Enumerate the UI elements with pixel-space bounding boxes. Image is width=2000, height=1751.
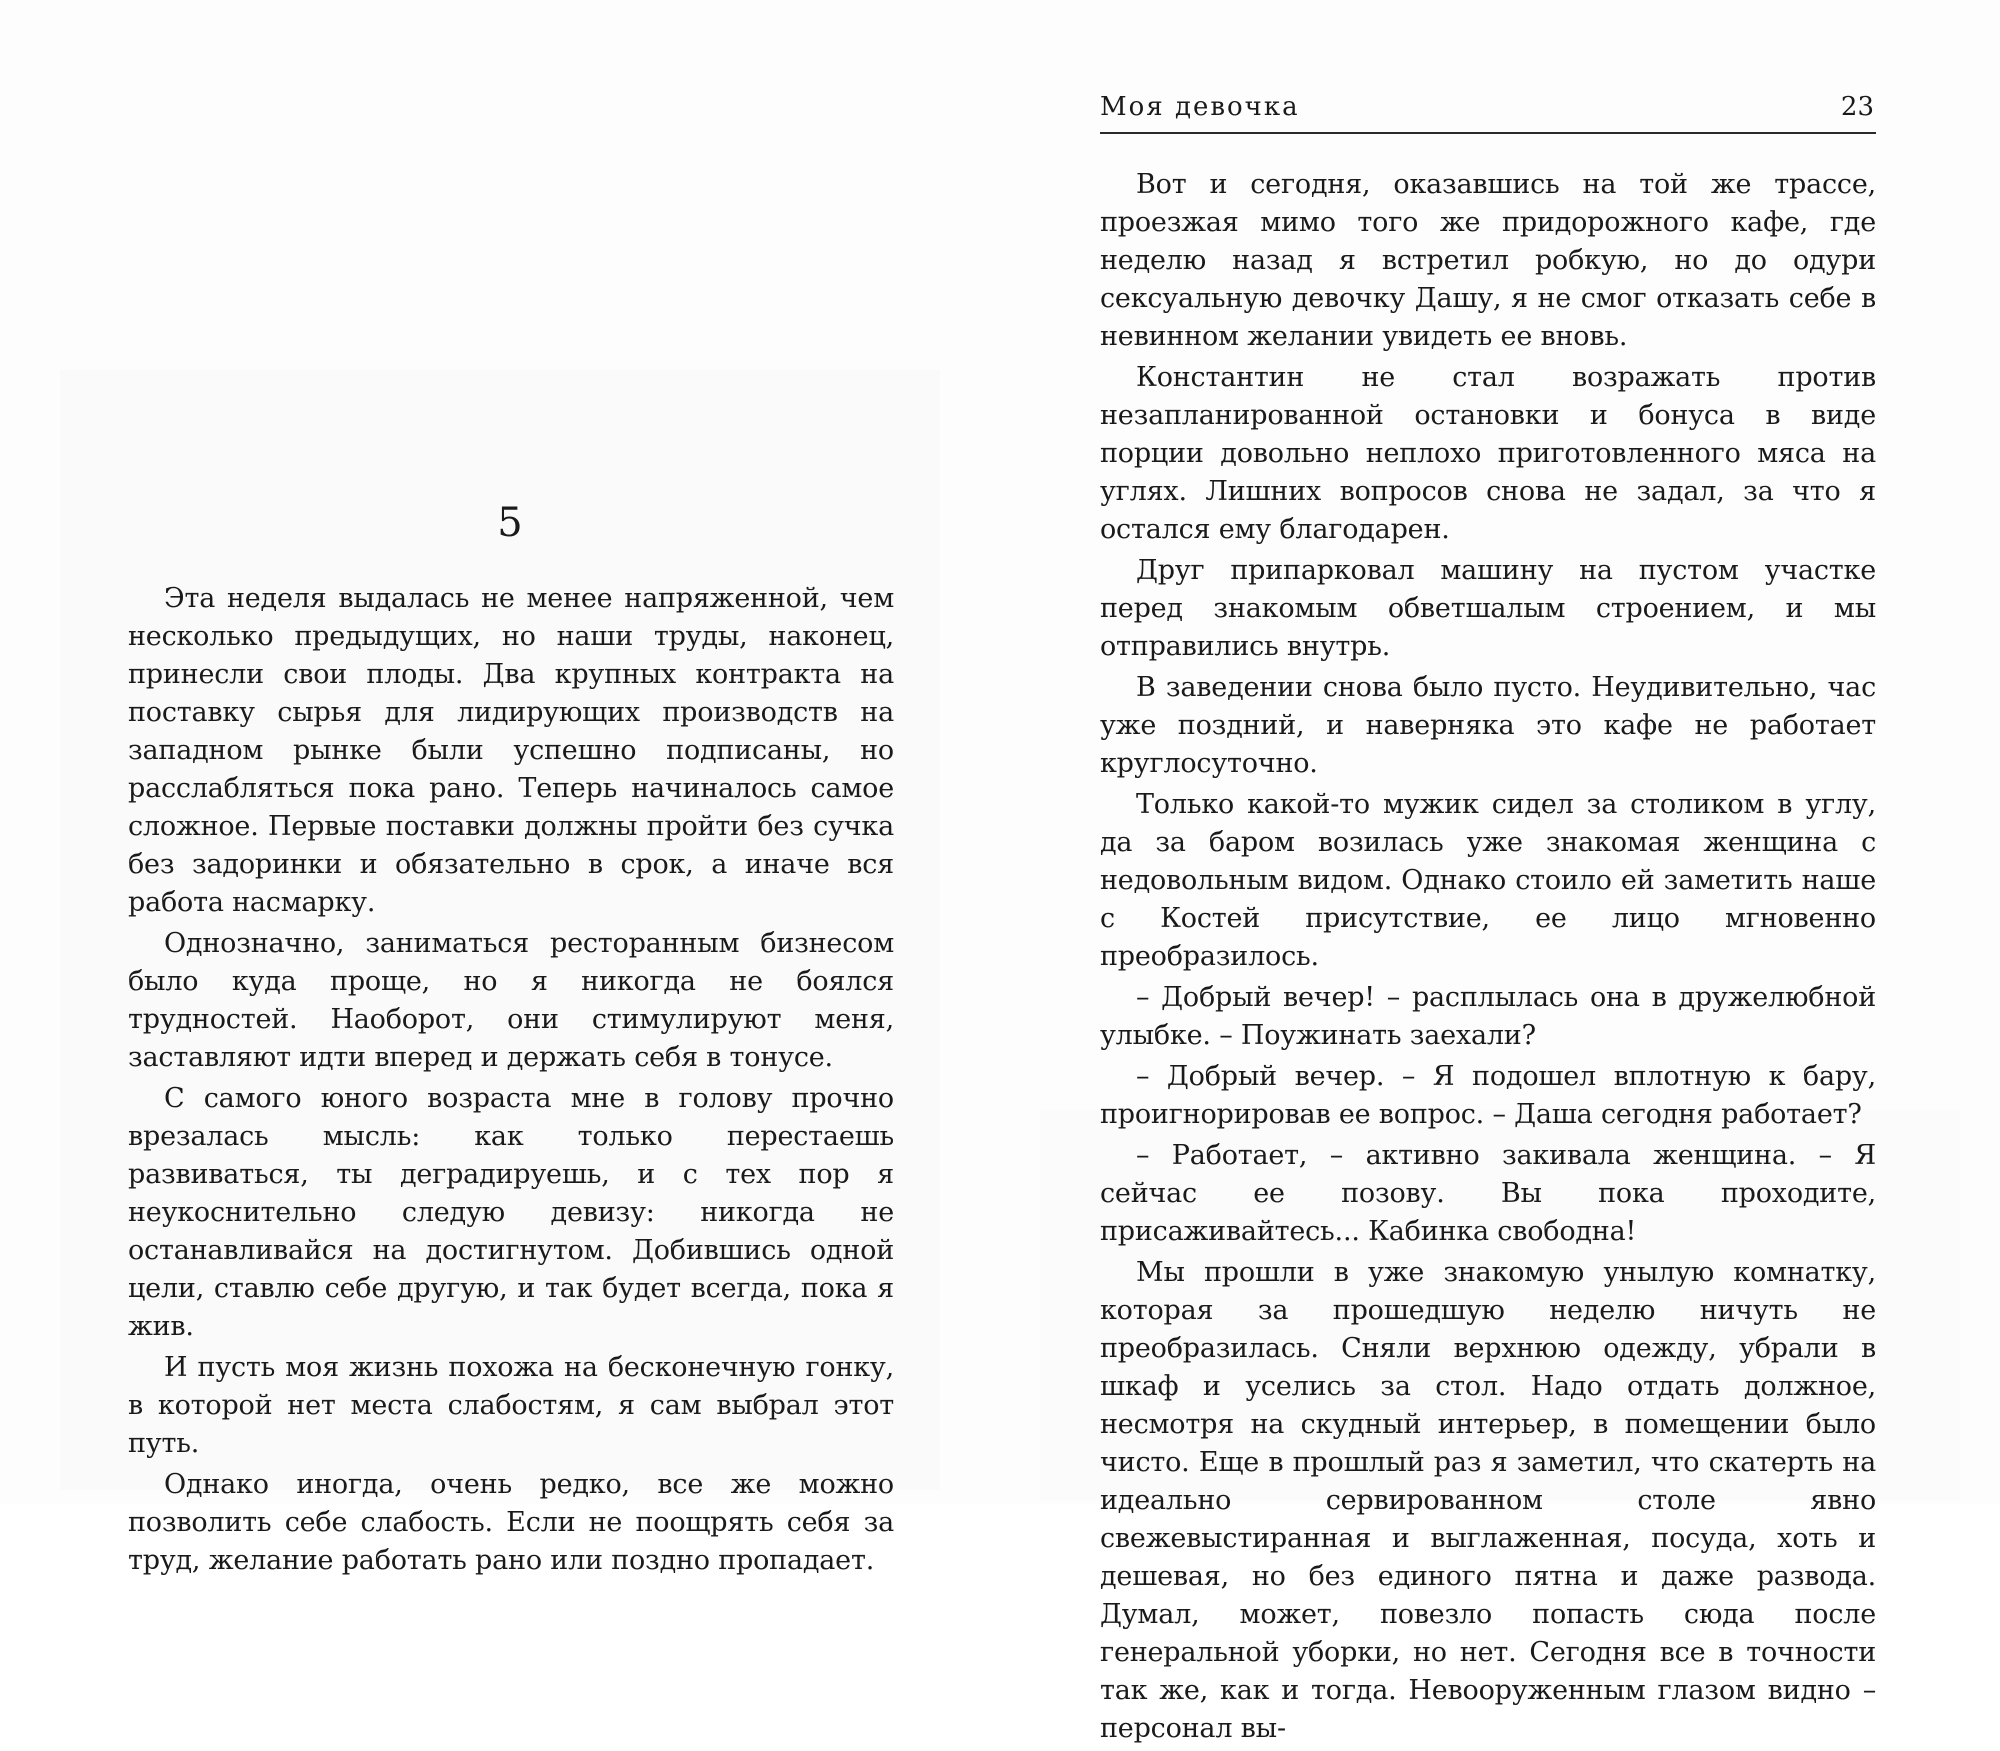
dialogue-line: – Работает, – активно закивала женщина. – Я сейчас ее позову. Вы пока проходите, присаживайтесь... Кабинка свободна! xyxy=(1100,1140,1876,1247)
paragraph: С самого юного возраста мне в голову прочно врезалась мысль: как только перестаешь развиваться, ты деградируешь, и с тех пор я неукоснительно следую девизу: никогда не останавливайся на достигнутом. Добившись одной цели, ставлю себе другую, и так будет всегда, пока я жив. xyxy=(128,1083,894,1342)
paragraph: Вот и сегодня, оказавшись на той же трассе, проезжая мимо того же придорожного кафе, где неделю назад я встретил робкую, но до одури сексуальную девочку Дашу, я не смог отказать себе в невинном желании увидеть ее вновь. xyxy=(1100,169,1876,352)
dialogue-line: – Добрый вечер! – расплылась она в дружелюбной улыбке. – Поужинать заехали? xyxy=(1100,982,1876,1051)
page-number: 23 xyxy=(1840,92,1874,122)
paragraph: И пусть моя жизнь похожа на бесконечную гонку, в которой нет места слабостям, я сам выбрал этот путь. xyxy=(128,1352,894,1459)
paragraph: Константин не стал возражать против незапланированной остановки и бонуса в виде порции довольно неплохо приготовленного мяса на углях. Лишних вопросов снова не задал, за что я остался ему благодарен. xyxy=(1100,362,1876,545)
paragraph: Только какой-то мужик сидел за столиком в углу, да за баром возилась уже знакомая женщина с недовольным видом. Однако стоило ей заметить наше с Костей присутствие, ее лицо мгновенно преобразилось. xyxy=(1100,789,1876,972)
dialogue-line: – Добрый вечер. – Я подошел вплотную к бару, проигнорировав ее вопрос. – Даша сегодня работает? xyxy=(1100,1061,1876,1130)
paragraph: Однако иногда, очень редко, все же можно позволить себе слабость. Если не поощрять себя за труд, желание работать рано или поздно пропадает. xyxy=(128,1469,894,1576)
chapter-number: 5 xyxy=(497,500,523,546)
running-head-title: Моя девочка xyxy=(1100,92,1300,122)
running-head xyxy=(1100,88,1876,134)
paragraph: Эта неделя выдалась не менее напряженной, чем несколько предыдущих, но наши труды, наконец, принесли свои плоды. Два крупных контракта на поставку сырья для лидирующих производств на западном рынке были успешно подписаны, но расслабляться пока рано. Теперь начиналось самое сложное. Первые поставки должны пройти без сучка без задоринки и обязательно в срок, а иначе вся работа насмарку. xyxy=(128,583,894,918)
left-page-text xyxy=(128,580,894,1583)
paragraph: В заведении снова было пусто. Неудивительно, час уже поздний, и наверняка это кафе не работает круглосуточно. xyxy=(1100,672,1876,779)
paragraph: Мы прошли в уже знакомую унылую комнатку, которая за прошедшую неделю ничуть не преобразилась. Сняли верхнюю одежду, убрали в шкаф и уселись за стол. Надо отдать должное, несмотря на скудный интерьер, в помещении было чисто. Еще в прошлый раз я заметил, что скатерть на идеально сервированном столе явно свежевыстиранная и выглаженная, посуда, хоть и дешевая, но без единого пятна и даже развода. Думал, может, повезло попасть сюда после генеральной уборки, но нет. Сегодня все в точности так же, как и тогда. Невооруженным глазом видно – персонал вы- xyxy=(1100,1257,1876,1744)
paragraph: Друг припарковал машину на пустом участке перед знакомым обветшалым строением, и мы отправились внутрь. xyxy=(1100,555,1876,662)
paragraph: Однозначно, заниматься ресторанным бизнесом было куда проще, но я никогда не боялся трудностей. Наоборот, они стимулируют меня, заставляют идти вперед и держать себя в тонусе. xyxy=(128,928,894,1073)
right-page-text xyxy=(1100,166,1876,1751)
